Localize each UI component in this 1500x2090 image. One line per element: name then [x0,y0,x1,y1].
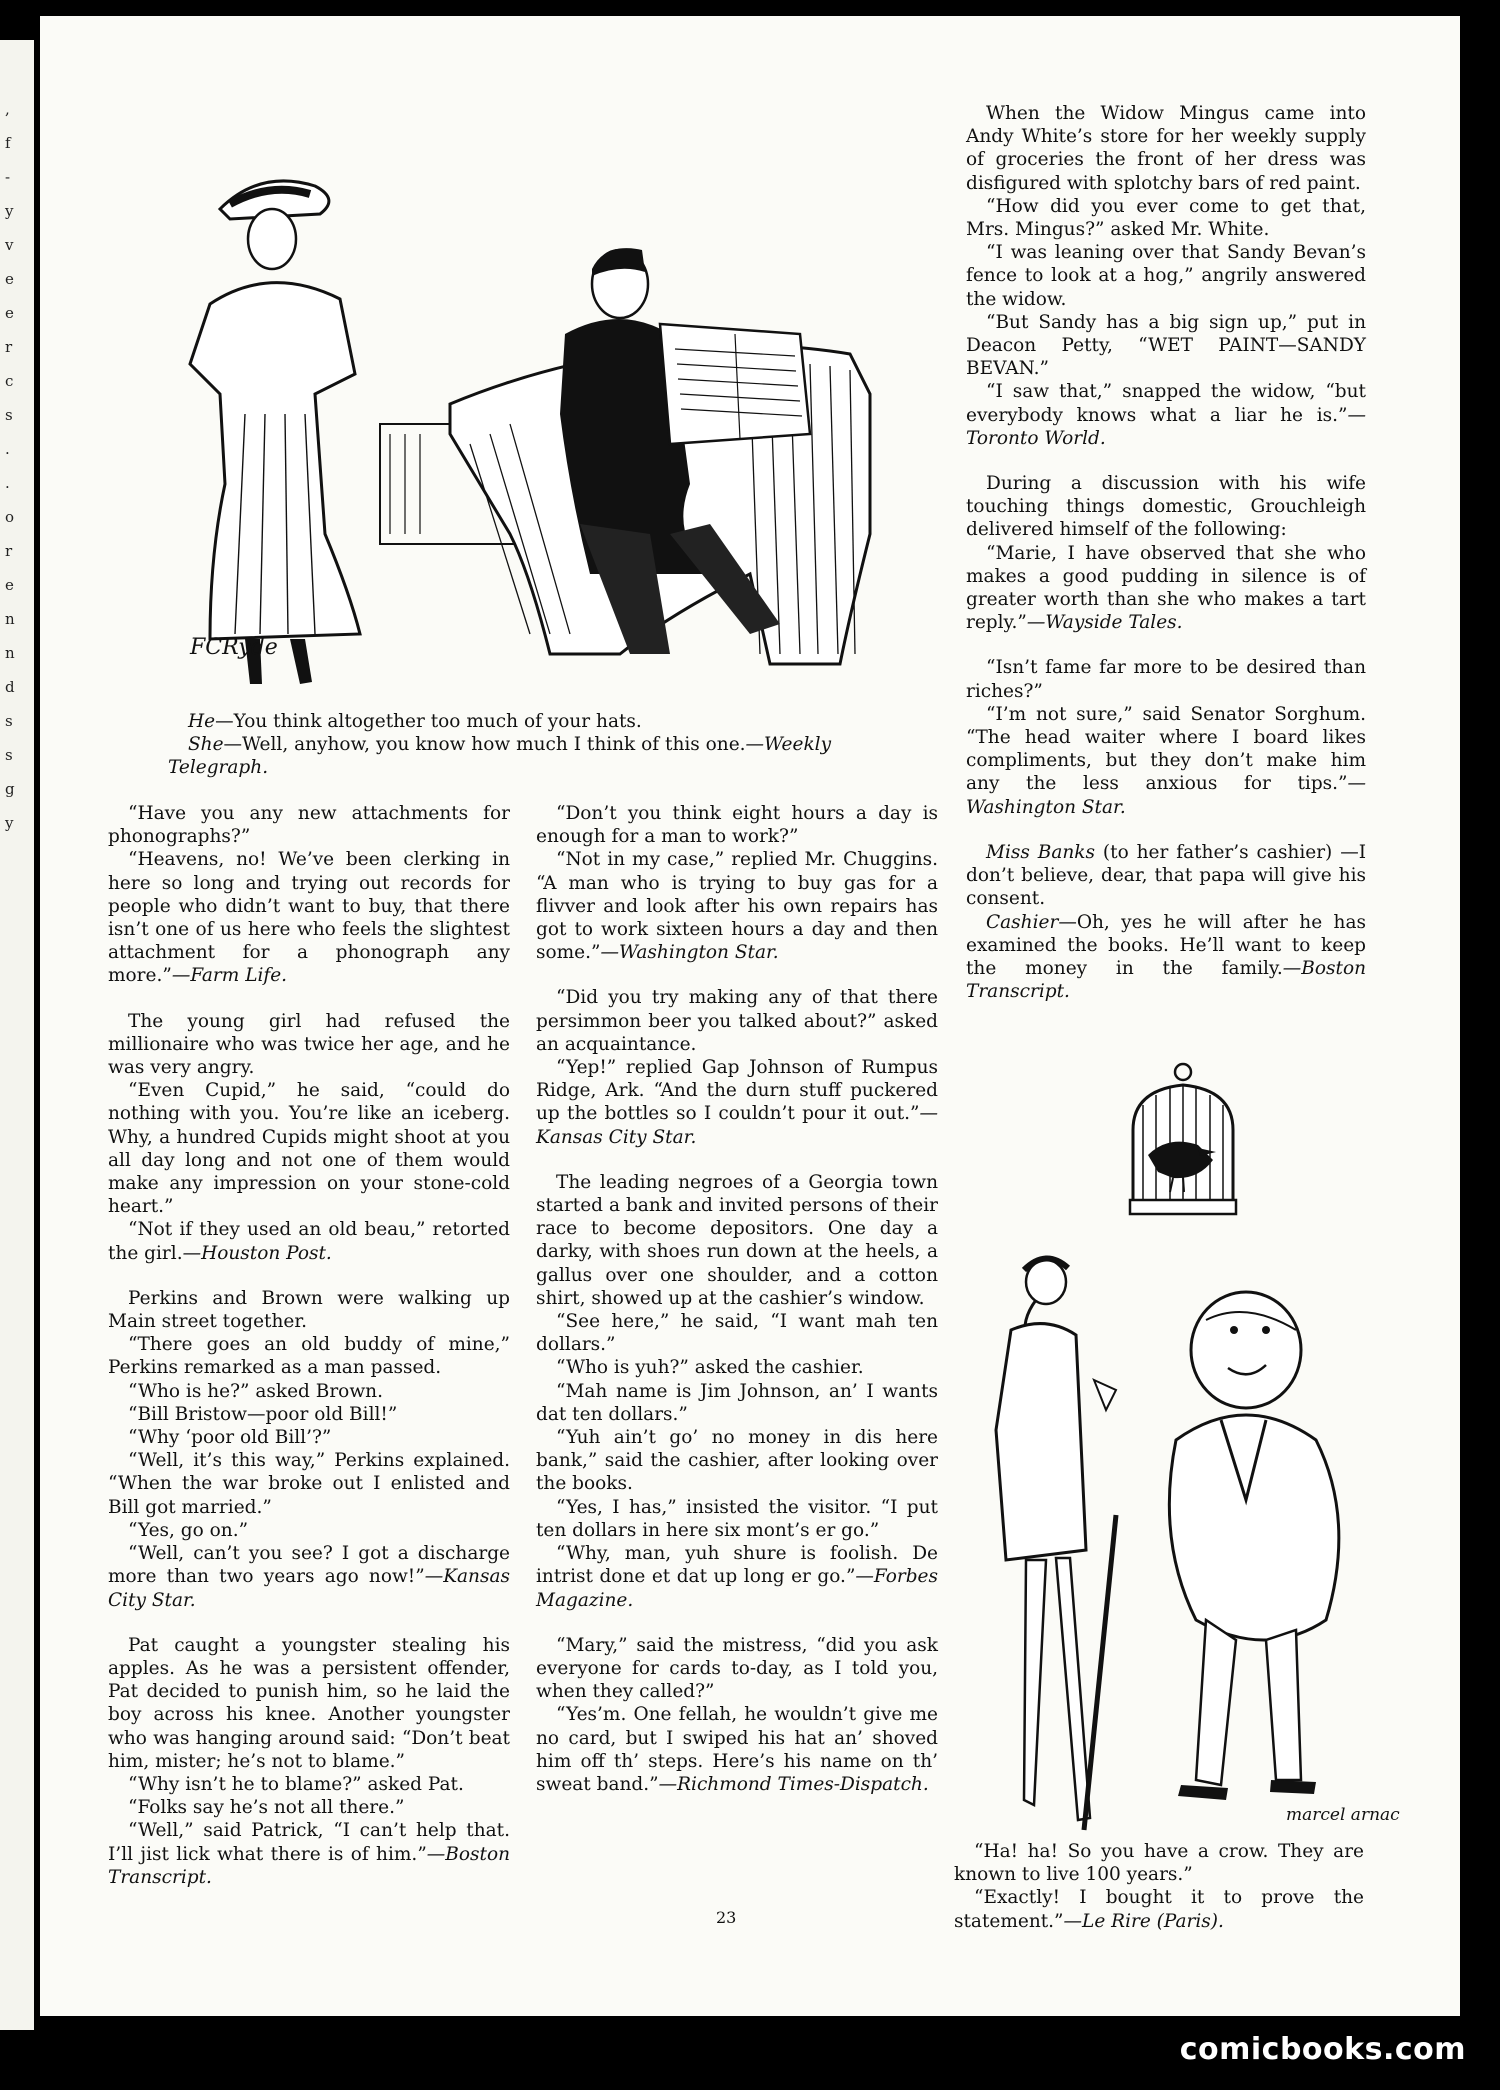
joke-paragraph [108,848,510,987]
speaker-she: She [188,734,224,756]
joke-widow-mingus [966,102,1366,450]
speaker-miss-banks: Miss Banks [986,841,1096,863]
joke-paragraph [108,1449,510,1519]
joke-paragraph [536,1171,938,1310]
adjacent-text-fragment: y [5,202,14,220]
joke-paragraph [108,1403,510,1426]
joke-paragraph [108,1380,510,1403]
column-1 [108,802,510,1889]
paragraph-text: “Well,” said Patrick, “I can’t help that. I’ll jist lick what there is of him.” [108,1820,510,1865]
paragraph-text: “Folks say he’s not all there.” [128,1797,405,1819]
paragraph-text: When the Widow Mingus came into Andy White’s store for her weekly supply of groceries the front of her dress was disfigured with splotchy bars of red paint. [966,103,1366,194]
joke-paragraph [108,1010,510,1080]
joke-perkins-brown [108,1287,510,1612]
paragraph-text: “Yuh ain’t go’ no money in dis here bank,” said the cashier, after looking over the books. [536,1427,938,1495]
joke-cupid [108,1010,510,1265]
page-number: 23 [716,1908,737,1927]
joke-paragraph [108,1426,510,1449]
joke-paragraph [108,1819,510,1889]
adjacent-text-fragment: c [5,372,14,390]
joke-paragraph [966,656,1366,702]
speaker-he: He [188,711,216,732]
joke-georgia-bank [536,1171,938,1612]
paragraph-text: “Bill Bristow—poor old Bill!” [128,1403,398,1425]
artist-signature: marcel arnac [1286,1805,1400,1825]
joke-paragraph [108,1542,510,1612]
joke-paragraph [536,1634,938,1704]
joke-paragraph [966,380,1366,450]
paragraph-text: “Marie, I have observed that she who makes a good pudding in silence is of greater worth than she who makes a tart reply.” [966,542,1366,634]
paragraph-text: The young girl had refused the millionaire who was twice her age, and he was very angry. [108,1010,510,1079]
adjacent-text-fragment: s [5,712,13,730]
joke-paragraph [108,1773,510,1796]
artist-signature: FCRyde [190,635,278,660]
joke-paragraph [536,986,938,1056]
joke-paragraph [536,1426,938,1496]
joke-source: —Washington Star. [966,773,1366,818]
paragraph-text: The leading negroes of a Georgia town started a bank and invited persons of their race to become depositors. One day a darky, with shoes run down at the heels, a gallus over one shoulder, and a cotton shirt, showed up at the cashier’s window. [536,1171,938,1309]
caption-line-2: —Well, anyhow, you know how much I think of this one. [223,734,746,756]
adjacent-text-fragment: g [5,780,15,798]
adjacent-text-fragment: - [5,168,11,186]
cashier-text: —Oh, yes he will after he has examined the books. He’ll want to keep the money in the family. [966,911,1366,979]
paragraph-text: “Yes, I has,” insisted the visitor. “I put ten dollars in here six mont’s er go.” [536,1496,938,1541]
birdcage-crow-illustration [1118,1060,1248,1230]
miss-banks-text: (to her father’s cashier) —I don’t believe, dear, that papa will give his consent. [966,841,1366,910]
joke-paragraph [536,802,938,848]
joke-fame-riches [966,656,1366,818]
joke-eight-hours [536,802,938,964]
caption-source: —Le Rire (Paris). [1063,1910,1224,1932]
joke-source: —Washington Star. [600,942,779,964]
joke-paragraph [108,1287,510,1333]
paragraph-text: “Isn’t fame far more to be desired than riches?” [966,657,1366,702]
joke-paragraph [966,241,1366,311]
paragraph-text: “Well, it’s this way,” Perkins explained. “When the war broke out I enlisted and Bill got married.” [108,1450,510,1518]
joke-source: —Farm Life. [171,965,288,987]
paragraph-text: Pat caught a youngster stealing his apples. As he was a persistent offender, Pat decided to punish him, so he laid the boy across his knee. Another youngster who was hanging around said: “Don’t beat him, mister; he’s not to blame.” [108,1634,510,1772]
paragraph-text: “Heavens, no! We’ve been clerking in here so long and trying out records for people who didn’t want to buy, that there isn’t one of us here who feels the slightest attachment for a phonograph any more.” [108,849,510,987]
adjacent-text-fragment: e [5,304,14,322]
paragraph-text: “Why, man, yuh shure is foolish. De intrist done et dat up long er go.” [536,1543,938,1588]
paragraph-text: “Yep!” replied Gap Johnson of Rumpus Ridge, Ark. “And the durn stuff puckered up the bottles so I couldn’t pour it out.” [536,1057,938,1125]
caption-line-1: “Ha! ha! So you have a crow. They are known to live 100 years.” [954,1841,1364,1886]
paragraph-text: “See here,” he said, “I want mah ten dollars.” [536,1311,938,1356]
joke-source: —Kansas City Star. [108,1566,510,1611]
joke-paragraph [966,703,1366,819]
joke-paragraph [536,1056,938,1149]
paragraph-text: “I’m not sure,” said Senator Sorghum. “The head waiter where I board likes compliments, but they don’t make him any the less anxious for tips.” [966,703,1366,795]
joke-paragraph [536,1380,938,1426]
cartoon1-caption [168,710,928,780]
joke-paragraph [536,1356,938,1379]
adjacent-text-fragment: r [5,338,13,356]
column-3 [966,102,1366,1003]
paragraph-text: “There goes an old buddy of mine,” Perkins remarked as a man passed. [108,1334,510,1379]
caption-line-2: “Exactly! I bought it to prove the statement.” [954,1887,1364,1932]
adjacent-text-fragment: s [5,406,13,424]
adjacent-text-fragment: n [5,610,15,628]
joke-paragraph [108,1333,510,1379]
cartoon-woman-and-man-reading [150,14,970,704]
adjacent-text-fragment: r [5,542,13,560]
joke-paragraph [536,1310,938,1356]
joke-mary-cards [536,1634,938,1796]
paragraph-text: “Don’t you think eight hours a day is enough for a man to work?” [536,803,938,848]
adjacent-text-fragment: s [5,746,13,764]
joke-source: —Wayside Tales. [1026,612,1183,634]
joke-source: —Kansas City Star. [536,1103,938,1148]
joke-paragraph [536,848,938,964]
adjacent-text-fragment: n [5,644,15,662]
joke-paragraph [108,1634,510,1773]
joke-source: —Richmond Times-Dispatch. [658,1773,929,1795]
joke-source: —Toronto World. [966,404,1366,449]
paragraph-text: “Yes’m. One fellah, he wouldn’t give me no card, but I swiped his hat an’ shoved him off th’ steps. Here’s his name on th’ sweat band.” [536,1704,938,1795]
paragraph-text: “Have you any new attachments for phonographs?” [108,803,510,848]
joke-paragraph [536,1542,938,1612]
joke-grouchleigh [966,472,1366,634]
joke-paragraph [536,1496,938,1542]
joke-paragraph [108,1079,510,1218]
joke-paragraph [108,1796,510,1819]
paragraph-text: “Yes, go on.” [128,1519,249,1541]
paragraph-text: “I saw that,” snapped the widow, “but everybody knows what a liar he is.” [966,381,1366,426]
joke-paragraph [966,472,1366,542]
paragraph-text: “Who is yuh?” asked the cashier. [556,1357,864,1379]
watermark: comicbooks.com [1179,2032,1466,2067]
joke-source: —Boston Transcript. [108,1843,510,1888]
adjacent-text-fragment: f [5,134,11,152]
paragraph-text: “Not in my case,” replied Mr. Chuggins. “A man who is trying to buy gas for a flivver and look after his own repairs has got to work sixteen hours a day and then some.” [536,849,938,964]
adjacent-text-fragment: e [5,270,14,288]
adjacent-text-fragment: e [5,576,14,594]
joke-paragraph [108,1218,510,1264]
paragraph-text: “But Sandy has a big sign up,” put in Deacon Petty, “WET PAINT—SANDY BEVAN.” [966,311,1366,380]
speaker-cashier: Cashier [986,911,1059,933]
adjacent-text-fragment: v [5,236,14,254]
caption-source: —Weekly Telegraph. [168,734,832,779]
adjacent-text-fragment: y [5,814,14,832]
joke-source: —Boston Transcript. [966,957,1366,1003]
paragraph-text: “Mary,” said the mistress, “did you ask everyone for cards to-day, as I told you, when they called?” [536,1634,938,1703]
paragraph-text: “Why ‘poor old Bill’?” [128,1427,332,1449]
joke-paragraph [966,542,1366,635]
adjacent-text-fragment: . [5,440,10,458]
joke-paragraph [108,1519,510,1542]
joke-pat-apples [108,1634,510,1889]
joke-paragraph [536,1703,938,1796]
paragraph-text: Perkins and Brown were walking up Main street together. [108,1287,510,1333]
paragraph-text: “Mah name is Jim Johnson, an’ I wants dat ten dollars.” [536,1380,938,1425]
joke-paragraph [966,311,1366,381]
joke-phonographs [108,802,510,988]
joke-source: —Houston Post. [182,1242,332,1264]
paragraph-text: “Who is he?” asked Brown. [128,1380,383,1402]
cartoon-woman-and-fat-man [966,1240,1400,1850]
adjacent-text-fragment: , [5,100,10,118]
caption-line-1: —You think altogether too much of your hats. [215,711,642,732]
paragraph-text: “Even Cupid,” he said, “could do nothing with you. You’re like an iceberg. Why, a hundred Cupids might shoot at you all day long and not one of them would make any impression on your stone-cold heart.” [108,1080,510,1218]
paragraph-text: During a discussion with his wife touching things domestic, Grouchleigh delivered himself of the following: [966,473,1366,541]
paragraph-text: “I was leaning over that Sandy Bevan’s fence to look at a hog,” angrily answered the widow. [966,242,1366,310]
adjacent-text-fragment: o [5,508,15,526]
adjacent-text-fragment: . [5,474,10,492]
column-2 [536,802,938,1796]
adjacent-text-fragment: d [5,678,15,696]
paragraph-text: “Not if they used an old beau,” retorted the girl. [108,1219,510,1264]
joke-paragraph [108,802,510,848]
joke-source: —Forbes Magazine. [536,1566,938,1611]
adjacent-page-edge [0,40,34,2030]
paragraph-text: “Well, can’t you see? I got a discharge more than two years ago now!” [108,1543,510,1588]
paragraph-text: “Did you try making any of that there persimmon beer you talked about?” asked an acquaintance. [536,987,938,1055]
joke-paragraph [966,102,1366,195]
joke-miss-banks [966,841,1366,1003]
paragraph-text: “How did you ever come to get that, Mrs. Mingus?” asked Mr. White. [966,195,1366,241]
paragraph-text: “Why isn’t he to blame?” asked Pat. [128,1773,464,1795]
joke-persimmon-beer [536,986,938,1148]
cartoon2-caption [954,1840,1364,1933]
joke-paragraph [966,195,1366,241]
